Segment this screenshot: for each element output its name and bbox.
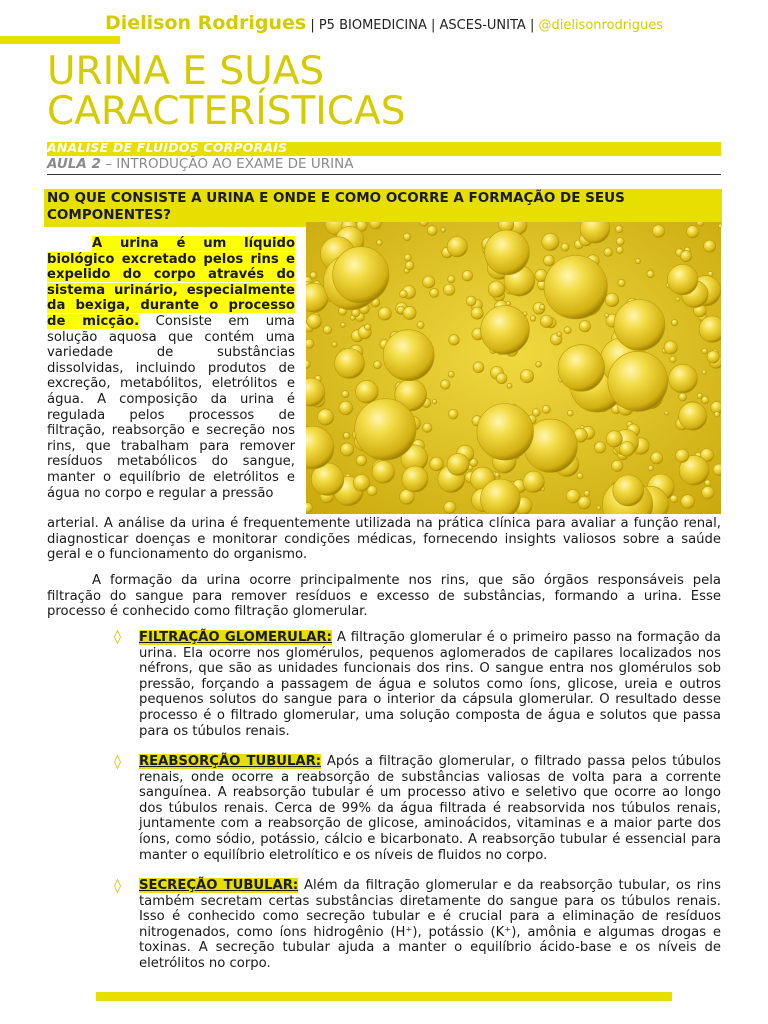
bubble: [597, 506, 601, 510]
lesson-dash: –: [100, 156, 117, 172]
bubble: [481, 306, 530, 355]
bubble: [542, 233, 559, 250]
header-separator: |: [525, 18, 539, 33]
bubble: [542, 405, 550, 413]
bubble: [441, 228, 446, 233]
diamond-bullet-icon: ◊: [114, 629, 121, 645]
bubble: [669, 364, 698, 393]
intro-continuation: Consiste em uma solução aquosa que contém uma variedade de substâncias dissolvidas, incluindo produtos de excreção, metabólitos, eletrólitos e água. A composição da urina é regulada pelos processos de filtração, reabsorção e secreção nos rins, que trabalham para remover resíduos metabólicos do sangue, manter o equilíbrio de eletrólitos e água no corpo e regular a pressão: [47, 313, 295, 501]
bubble: [543, 255, 554, 266]
bullet-term: REABSORÇÃO TUBULAR:: [139, 754, 322, 769]
bubble: [676, 297, 680, 301]
header-separator: |: [426, 18, 440, 33]
bubble: [671, 319, 677, 325]
bubble: [448, 276, 455, 283]
course-name: P5 BIOMEDICINA: [318, 18, 427, 33]
bubble: [343, 432, 350, 439]
bubble: [606, 431, 622, 447]
bubble: [520, 370, 533, 383]
intro-paragraph-end: arterial. A análise da urina é frequentemente utilizada na prática clínica para avaliar a função renal, diagnosticar doenças e monitorar condições médicas, fornecendo insights valiosos sobre a saúde geral e o funcionamento do organismo.: [47, 516, 721, 563]
bubble: [444, 284, 455, 295]
bubble: [306, 339, 314, 348]
bubble: [670, 356, 676, 362]
bubble: [702, 486, 715, 499]
bubble: [680, 251, 691, 262]
bubble: [540, 315, 553, 328]
bubble: [403, 306, 416, 319]
bubble: [675, 449, 688, 462]
bubble: [402, 466, 428, 492]
bubble: [448, 371, 454, 377]
bubble: [648, 466, 653, 471]
bullet-reabsorcao: [139, 754, 721, 863]
bubble: [423, 276, 435, 288]
bubble: [339, 401, 353, 415]
bubble: [616, 238, 624, 246]
bubble: [488, 281, 505, 298]
bubble: [441, 380, 451, 390]
bubble: [427, 226, 437, 236]
bubble: [341, 443, 354, 456]
bubble: [355, 399, 416, 460]
bullet-filtracao: [139, 630, 721, 739]
bubble: [540, 304, 546, 310]
bubble: [485, 230, 530, 275]
header-separator: |: [306, 18, 319, 33]
question-heading: NO QUE CONSISTE A URINA E ONDE E COMO OCORRE A FORMAÇÃO DE SEUS COMPONENTES?: [47, 190, 625, 223]
bubble: [530, 316, 536, 322]
bubble: [405, 261, 414, 270]
bubble: [594, 442, 605, 453]
bubble: [523, 471, 544, 492]
bubble: [506, 302, 510, 306]
footer-accent-bar: [96, 992, 672, 1001]
bubble: [604, 248, 613, 257]
bubble: [613, 475, 644, 506]
bubble: [372, 461, 395, 484]
bubble: [477, 404, 534, 461]
yellow-bubbles-photo: [306, 222, 721, 514]
bubble: [544, 256, 607, 319]
bubble: [605, 293, 619, 307]
bullet-text: Além da filtração glomerular e da reabsorção tubular, os rins também secretam certas substâncias diretamente do sangue para os túbulos renais. Isso é conhecido como secreção tubular e é crucial para a eliminação de resíduos nitrogenados, como íons hidrogênio (H⁺), potássio (K⁺), amônia e algumas drogas e toxinas. A secreção tubular ajuda a manter o equilíbrio ácido-base e os níveis de eletrólitos no corpo.: [139, 878, 721, 971]
bubble: [679, 393, 687, 401]
bubble: [471, 307, 483, 319]
bubble: [444, 501, 456, 513]
bubble: [702, 348, 708, 354]
bubble: [448, 409, 458, 419]
bubble: [584, 491, 590, 497]
bubble: [335, 349, 365, 379]
bubble: [462, 270, 473, 281]
bubble: [697, 393, 702, 398]
bubble: [432, 399, 437, 404]
bullet-secrecao: [139, 878, 721, 972]
bubble: [356, 455, 367, 466]
social-handle[interactable]: @dielisonrodrigues: [538, 18, 664, 33]
bubble: [665, 411, 669, 415]
bubble: [356, 380, 379, 403]
bubble: [323, 326, 332, 335]
lesson-number: AULA 2: [47, 156, 101, 172]
bubble: [718, 224, 721, 228]
bubble: [664, 341, 677, 354]
bubble: [704, 240, 716, 252]
bullet-term: FILTRAÇÃO GLOMERULAR:: [139, 630, 332, 645]
bubble: [353, 474, 370, 491]
bubble: [473, 362, 484, 373]
bubble: [341, 323, 346, 328]
divider: [47, 174, 721, 175]
bubble: [447, 237, 467, 257]
page-title: URINA E SUAS CARACTERÍSTICAS: [47, 49, 406, 134]
bubble: [430, 457, 444, 471]
bubble: [374, 361, 382, 369]
bubble: [714, 412, 720, 418]
bubble: [667, 264, 698, 295]
bubble: [364, 324, 371, 331]
bubble: [652, 225, 665, 238]
bubble: [566, 489, 580, 503]
bubble: [635, 259, 640, 264]
bubble: [495, 472, 500, 477]
bubble: [577, 473, 583, 479]
bubble: [687, 226, 699, 238]
bubble: [536, 361, 542, 367]
bubble: [507, 383, 512, 388]
author-name: Dielison Rodrigues: [104, 12, 307, 34]
document-header: [0, 12, 768, 34]
bubble: [681, 495, 695, 509]
bubble: [557, 332, 562, 337]
formation-paragraph: A formação da urina ocorre principalmente nos rins, que são órgãos responsáveis pela filtração do sangue para remover resíduos e excesso de substâncias, formando a urina. Esse processo é conhecido como filtração glomerular.: [47, 573, 721, 620]
bullet-text: A filtração glomerular é o primeiro passo na formação da urina. Ela ocorre nos glomérulos, pequenos aglomerados de capilares localizados nos néfrons, que são as unidades funcionais dos rins. O sangue entra nos glomérulos sob pressão, forçando a passagem de água e solutos como íons, glicose, ureia e outros pequenos solutos do sangue para o interior da cápsula glomerular. O resultado desse processo é o filtrado glomerular, uma solução composta de água e solutos que passa para os túbulos renais.: [139, 630, 721, 739]
bubble: [620, 442, 635, 457]
highlighted-definition: A urina é um líquido biológico excretado pelos rins e expelido do corpo através do sistema urinário, especialmente da bexiga, durante o processo de micção.: [47, 236, 295, 329]
bubble: [423, 423, 432, 432]
bubble: [647, 270, 654, 277]
intro-paragraph: [47, 236, 295, 501]
institution-name: ASCES-UNITA: [439, 18, 526, 33]
bubble: [616, 246, 623, 253]
bullet-text: Após a filtração glomerular, o filtrado passa pelos túbulos renais, onde ocorre a reabsorção de substâncias valiosas de volta para a corrente sanguínea. A reabsorção tubular é um processo ativo e seletivo que ocorre ao longo dos túbulos renais. Cerca de 99% da água filtrada é reabsorvida nos túbulos renais, juntamente com a reabsorção de glicose, aminoácidos, vitaminas e a maior parte dos íons, como sódio, potássio, cálcio e bicarbonato. A reabsorção tubular é essencial para manter o equilíbrio eletrolítico e os níveis de fluidos no corpo.: [139, 754, 721, 863]
bubble: [612, 460, 623, 471]
bubble: [702, 370, 706, 374]
bubble: [605, 313, 609, 317]
bubble: [561, 243, 569, 251]
diamond-bullet-icon: ◊: [114, 754, 121, 770]
bubble: [579, 321, 590, 332]
bubble: [378, 307, 391, 320]
lesson-line: [47, 156, 353, 172]
subject-label: ANALISE DE FLUIDOS CORPORAIS: [47, 140, 288, 155]
bubble: [404, 254, 411, 261]
bullet-term: SECREÇÃO TUBULAR:: [139, 878, 299, 893]
bubble: [564, 327, 571, 334]
bubble: [430, 288, 439, 297]
bubble: [449, 335, 460, 346]
bubble: [333, 247, 389, 303]
bubble: [377, 240, 383, 246]
bubble: [618, 279, 625, 286]
bubble: [466, 296, 476, 306]
bubble: [701, 396, 708, 403]
bubble: [403, 233, 411, 241]
bubble: [608, 351, 668, 411]
bubble: [614, 300, 665, 351]
lesson-topic: INTRODUÇÃO AO EXAME DE URINA: [116, 156, 354, 172]
bubble: [615, 226, 622, 233]
bubble: [567, 410, 573, 416]
bubble: [651, 452, 663, 464]
bubble: [496, 373, 507, 384]
bubble: [332, 342, 337, 347]
bubble: [400, 290, 408, 298]
bubble: [558, 345, 605, 392]
bubble: [307, 314, 322, 329]
bubble: [318, 409, 334, 425]
bubble: [679, 402, 707, 430]
bubble: [705, 480, 711, 486]
bubble: [707, 351, 719, 363]
bubble: [383, 330, 434, 381]
bubble: [447, 453, 469, 475]
bubble: [417, 321, 424, 328]
header-accent-bar: [0, 36, 120, 44]
bubble: [342, 391, 349, 398]
diamond-bullet-icon: ◊: [114, 878, 121, 894]
